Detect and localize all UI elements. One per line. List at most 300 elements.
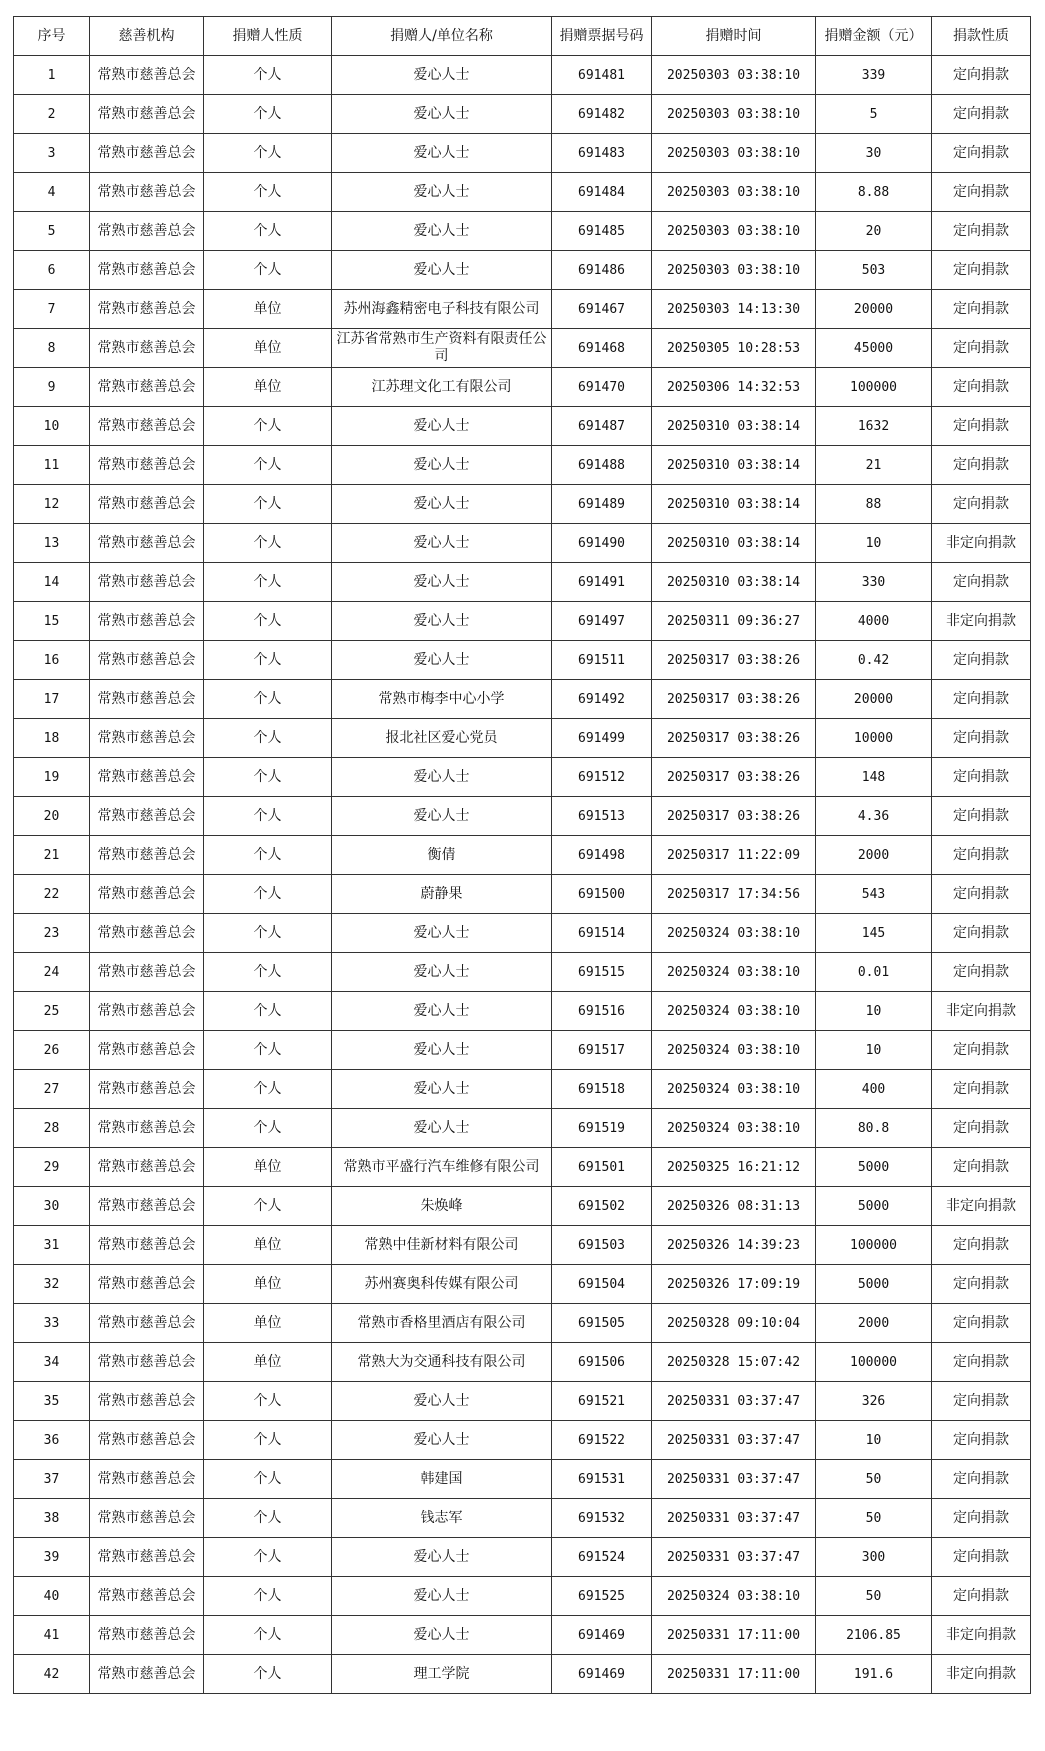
cell-amount: 10 [816,992,932,1031]
cell-donation-time: 20250317 17:34:56 [652,875,816,914]
cell-donor-name: 爱心人士 [332,212,552,251]
table-row [14,173,1031,212]
cell-receipt-number: 691524 [552,1538,652,1577]
cell-donor-type: 单位 [204,1265,332,1304]
cell-donation-time: 20250317 03:38:26 [652,758,816,797]
cell-receipt-number: 691521 [552,1382,652,1421]
cell-charity: 常熟市慈善总会 [90,563,204,602]
cell-receipt-number: 691467 [552,290,652,329]
cell-donor-name: 爱心人士 [332,602,552,641]
cell-donation-time: 20250310 03:38:14 [652,563,816,602]
cell-index: 7 [14,290,90,329]
cell-donation-time: 20250328 15:07:42 [652,1343,816,1382]
cell-receipt-number: 691512 [552,758,652,797]
cell-donation-kind: 定向捐款 [932,407,1031,446]
cell-amount: 0.42 [816,641,932,680]
cell-donor-type: 个人 [204,797,332,836]
cell-index: 41 [14,1616,90,1655]
cell-donation-kind: 定向捐款 [932,134,1031,173]
table-row [14,719,1031,758]
table-row [14,1538,1031,1577]
header-donation-kind: 捐款性质 [932,17,1031,56]
cell-donation-kind: 定向捐款 [932,368,1031,407]
cell-donation-time: 20250331 17:11:00 [652,1655,816,1694]
cell-index: 36 [14,1421,90,1460]
cell-donation-time: 20250310 03:38:14 [652,485,816,524]
cell-index: 12 [14,485,90,524]
cell-charity: 常熟市慈善总会 [90,1655,204,1694]
cell-donation-kind: 定向捐款 [932,290,1031,329]
cell-index: 21 [14,836,90,875]
cell-donor-name: 苏州海鑫精密电子科技有限公司 [332,290,552,329]
cell-donation-kind: 定向捐款 [932,953,1031,992]
table-row [14,329,1031,368]
cell-amount: 20 [816,212,932,251]
cell-receipt-number: 691492 [552,680,652,719]
cell-index: 22 [14,875,90,914]
table-row [14,251,1031,290]
cell-receipt-number: 691514 [552,914,652,953]
cell-amount: 10 [816,1421,932,1460]
cell-donor-type: 个人 [204,212,332,251]
cell-donation-time: 20250328 09:10:04 [652,1304,816,1343]
cell-donation-kind: 定向捐款 [932,797,1031,836]
cell-donor-type: 个人 [204,173,332,212]
cell-charity: 常熟市慈善总会 [90,1226,204,1265]
cell-amount: 300 [816,1538,932,1577]
cell-index: 13 [14,524,90,563]
cell-donation-kind: 定向捐款 [932,875,1031,914]
table-row [14,56,1031,95]
cell-donor-name: 常熟中佳新材料有限公司 [332,1226,552,1265]
cell-donor-name: 江苏理文化工有限公司 [332,368,552,407]
cell-donation-time: 20250303 03:38:10 [652,56,816,95]
cell-amount: 326 [816,1382,932,1421]
cell-index: 23 [14,914,90,953]
cell-receipt-number: 691469 [552,1655,652,1694]
cell-donor-name: 爱心人士 [332,758,552,797]
table-row [14,953,1031,992]
table-row [14,1226,1031,1265]
cell-donor-name: 爱心人士 [332,1031,552,1070]
cell-donation-kind: 定向捐款 [932,836,1031,875]
cell-charity: 常熟市慈善总会 [90,173,204,212]
cell-charity: 常熟市慈善总会 [90,1031,204,1070]
cell-donor-name: 韩建国 [332,1460,552,1499]
cell-amount: 5000 [816,1265,932,1304]
cell-amount: 148 [816,758,932,797]
cell-amount: 80.8 [816,1109,932,1148]
cell-charity: 常熟市慈善总会 [90,368,204,407]
cell-donor-name: 常熟市平盛行汽车维修有限公司 [332,1148,552,1187]
cell-donor-type: 个人 [204,524,332,563]
cell-donation-time: 20250317 11:22:09 [652,836,816,875]
cell-receipt-number: 691515 [552,953,652,992]
cell-receipt-number: 691484 [552,173,652,212]
cell-donation-time: 20250310 03:38:14 [652,407,816,446]
table-row [14,368,1031,407]
cell-donation-time: 20250324 03:38:10 [652,914,816,953]
cell-index: 19 [14,758,90,797]
cell-donation-kind: 定向捐款 [932,446,1031,485]
cell-donation-kind: 定向捐款 [932,173,1031,212]
table-row [14,914,1031,953]
cell-donation-time: 20250303 03:38:10 [652,134,816,173]
cell-donor-type: 个人 [204,1460,332,1499]
cell-donor-name: 爱心人士 [332,173,552,212]
table-row [14,1499,1031,1538]
header-charity: 慈善机构 [90,17,204,56]
cell-index: 27 [14,1070,90,1109]
cell-donation-time: 20250331 03:37:47 [652,1421,816,1460]
cell-donation-kind: 定向捐款 [932,1421,1031,1460]
cell-index: 18 [14,719,90,758]
cell-receipt-number: 691511 [552,641,652,680]
cell-receipt-number: 691490 [552,524,652,563]
table-row [14,485,1031,524]
table-row [14,524,1031,563]
cell-index: 30 [14,1187,90,1226]
table-row [14,1070,1031,1109]
cell-donor-type: 个人 [204,1070,332,1109]
cell-donation-kind: 非定向捐款 [932,1616,1031,1655]
table-row [14,407,1031,446]
table-row [14,1109,1031,1148]
cell-donation-time: 20250317 03:38:26 [652,719,816,758]
cell-donor-type: 个人 [204,1577,332,1616]
cell-donor-name: 爱心人士 [332,1109,552,1148]
cell-amount: 2000 [816,1304,932,1343]
table-row [14,134,1031,173]
table-row [14,1304,1031,1343]
cell-amount: 400 [816,1070,932,1109]
cell-donation-time: 20250303 14:13:30 [652,290,816,329]
cell-receipt-number: 691517 [552,1031,652,1070]
table-row [14,1382,1031,1421]
cell-donor-name: 爱心人士 [332,407,552,446]
cell-amount: 88 [816,485,932,524]
cell-charity: 常熟市慈善总会 [90,1070,204,1109]
cell-donor-name: 苏州赛奥科传媒有限公司 [332,1265,552,1304]
cell-receipt-number: 691498 [552,836,652,875]
cell-index: 10 [14,407,90,446]
cell-donor-type: 个人 [204,446,332,485]
cell-donor-type: 个人 [204,992,332,1031]
cell-charity: 常熟市慈善总会 [90,1421,204,1460]
cell-amount: 50 [816,1460,932,1499]
cell-receipt-number: 691516 [552,992,652,1031]
cell-donation-kind: 定向捐款 [932,1538,1031,1577]
cell-amount: 10 [816,1031,932,1070]
cell-donation-time: 20250305 10:28:53 [652,329,816,368]
cell-donation-time: 20250311 09:36:27 [652,602,816,641]
cell-donation-time: 20250303 03:38:10 [652,173,816,212]
table-row [14,680,1031,719]
cell-donation-time: 20250324 03:38:10 [652,1577,816,1616]
cell-charity: 常熟市慈善总会 [90,524,204,563]
cell-amount: 100000 [816,1343,932,1382]
cell-amount: 191.6 [816,1655,932,1694]
cell-donor-name: 常熟大为交通科技有限公司 [332,1343,552,1382]
cell-donation-kind: 定向捐款 [932,1499,1031,1538]
cell-index: 14 [14,563,90,602]
cell-donor-type: 个人 [204,953,332,992]
cell-donation-kind: 非定向捐款 [932,524,1031,563]
cell-amount: 100000 [816,368,932,407]
cell-donation-time: 20250324 03:38:10 [652,1031,816,1070]
cell-donor-name: 衡倩 [332,836,552,875]
cell-amount: 1632 [816,407,932,446]
cell-charity: 常熟市慈善总会 [90,56,204,95]
cell-charity: 常熟市慈善总会 [90,1577,204,1616]
cell-donor-type: 个人 [204,1187,332,1226]
table-row [14,446,1031,485]
cell-index: 24 [14,953,90,992]
cell-charity: 常熟市慈善总会 [90,1343,204,1382]
cell-donation-kind: 定向捐款 [932,1109,1031,1148]
cell-charity: 常熟市慈善总会 [90,1616,204,1655]
cell-donor-name: 爱心人士 [332,1382,552,1421]
cell-donation-time: 20250310 03:38:14 [652,524,816,563]
cell-donation-time: 20250325 16:21:12 [652,1148,816,1187]
cell-receipt-number: 691519 [552,1109,652,1148]
cell-charity: 常熟市慈善总会 [90,1538,204,1577]
cell-amount: 5000 [816,1148,932,1187]
cell-amount: 45000 [816,329,932,368]
cell-receipt-number: 691470 [552,368,652,407]
header-row [14,17,1031,56]
cell-index: 17 [14,680,90,719]
cell-index: 3 [14,134,90,173]
cell-receipt-number: 691503 [552,1226,652,1265]
cell-amount: 4.36 [816,797,932,836]
cell-donation-kind: 定向捐款 [932,1265,1031,1304]
cell-index: 32 [14,1265,90,1304]
cell-donor-type: 个人 [204,563,332,602]
cell-amount: 100000 [816,1226,932,1265]
cell-donor-type: 单位 [204,1343,332,1382]
cell-receipt-number: 691485 [552,212,652,251]
table-row [14,758,1031,797]
cell-donor-type: 个人 [204,836,332,875]
header-donor-name: 捐赠人/单位名称 [332,17,552,56]
table-row [14,1460,1031,1499]
cell-amount: 8.88 [816,173,932,212]
cell-charity: 常熟市慈善总会 [90,758,204,797]
cell-donor-name: 爱心人士 [332,251,552,290]
cell-index: 8 [14,329,90,368]
cell-charity: 常熟市慈善总会 [90,1265,204,1304]
cell-index: 38 [14,1499,90,1538]
header-amount: 捐赠金额（元） [816,17,932,56]
cell-amount: 4000 [816,602,932,641]
cell-donor-name: 爱心人士 [332,641,552,680]
table-row [14,563,1031,602]
cell-donor-name: 爱心人士 [332,485,552,524]
cell-receipt-number: 691502 [552,1187,652,1226]
cell-amount: 30 [816,134,932,173]
cell-amount: 5 [816,95,932,134]
cell-donation-time: 20250324 03:38:10 [652,992,816,1031]
cell-index: 35 [14,1382,90,1421]
cell-receipt-number: 691482 [552,95,652,134]
cell-charity: 常熟市慈善总会 [90,1187,204,1226]
cell-receipt-number: 691522 [552,1421,652,1460]
cell-donor-name: 蔚静果 [332,875,552,914]
cell-index: 15 [14,602,90,641]
table-row [14,875,1031,914]
cell-charity: 常熟市慈善总会 [90,251,204,290]
header-donor-type: 捐赠人性质 [204,17,332,56]
table-row [14,1031,1031,1070]
cell-donor-type: 个人 [204,758,332,797]
cell-donor-name: 爱心人士 [332,1538,552,1577]
cell-donation-time: 20250303 03:38:10 [652,212,816,251]
cell-amount: 20000 [816,290,932,329]
cell-donation-kind: 非定向捐款 [932,1187,1031,1226]
cell-index: 37 [14,1460,90,1499]
cell-donor-type: 单位 [204,290,332,329]
cell-donation-time: 20250331 03:37:47 [652,1382,816,1421]
cell-donor-type: 个人 [204,680,332,719]
cell-donor-name: 爱心人士 [332,1577,552,1616]
cell-donation-kind: 定向捐款 [932,1304,1031,1343]
cell-index: 6 [14,251,90,290]
cell-donation-kind: 定向捐款 [932,1460,1031,1499]
cell-charity: 常熟市慈善总会 [90,1460,204,1499]
cell-charity: 常熟市慈善总会 [90,485,204,524]
cell-donation-time: 20250326 14:39:23 [652,1226,816,1265]
table-row [14,290,1031,329]
cell-donation-time: 20250317 03:38:26 [652,680,816,719]
cell-donor-name: 朱焕峰 [332,1187,552,1226]
cell-donor-type: 个人 [204,1655,332,1694]
cell-donor-type: 个人 [204,95,332,134]
cell-donor-type: 个人 [204,1616,332,1655]
table-row [14,1577,1031,1616]
cell-donation-kind: 定向捐款 [932,485,1031,524]
cell-donation-kind: 定向捐款 [932,212,1031,251]
cell-donor-type: 单位 [204,1148,332,1187]
table-row [14,212,1031,251]
cell-donation-kind: 定向捐款 [932,563,1031,602]
table-body [14,56,1031,1694]
cell-charity: 常熟市慈善总会 [90,1109,204,1148]
cell-donation-time: 20250331 03:37:47 [652,1538,816,1577]
cell-charity: 常熟市慈善总会 [90,914,204,953]
cell-donation-kind: 定向捐款 [932,95,1031,134]
cell-receipt-number: 691500 [552,875,652,914]
cell-donation-kind: 定向捐款 [932,1577,1031,1616]
cell-amount: 50 [816,1577,932,1616]
table-row [14,1343,1031,1382]
cell-receipt-number: 691518 [552,1070,652,1109]
cell-charity: 常熟市慈善总会 [90,95,204,134]
cell-amount: 503 [816,251,932,290]
cell-donor-name: 爱心人士 [332,95,552,134]
cell-donation-time: 20250306 14:32:53 [652,368,816,407]
cell-donor-type: 个人 [204,1538,332,1577]
cell-index: 20 [14,797,90,836]
cell-donation-time: 20250310 03:38:14 [652,446,816,485]
cell-receipt-number: 691531 [552,1460,652,1499]
cell-donation-time: 20250317 03:38:26 [652,797,816,836]
cell-donor-type: 单位 [204,329,332,368]
table-row [14,95,1031,134]
cell-receipt-number: 691489 [552,485,652,524]
cell-amount: 20000 [816,680,932,719]
cell-charity: 常熟市慈善总会 [90,290,204,329]
cell-donor-type: 个人 [204,914,332,953]
cell-receipt-number: 691525 [552,1577,652,1616]
cell-amount: 2106.85 [816,1616,932,1655]
cell-charity: 常熟市慈善总会 [90,836,204,875]
cell-amount: 339 [816,56,932,95]
cell-charity: 常熟市慈善总会 [90,407,204,446]
cell-receipt-number: 691481 [552,56,652,95]
cell-donor-type: 个人 [204,1499,332,1538]
cell-index: 40 [14,1577,90,1616]
cell-index: 33 [14,1304,90,1343]
table-row [14,836,1031,875]
cell-amount: 0.01 [816,953,932,992]
cell-charity: 常熟市慈善总会 [90,1499,204,1538]
cell-donor-name: 爱心人士 [332,446,552,485]
cell-index: 4 [14,173,90,212]
cell-donation-time: 20250326 17:09:19 [652,1265,816,1304]
cell-donor-type: 单位 [204,368,332,407]
cell-index: 25 [14,992,90,1031]
cell-charity: 常熟市慈善总会 [90,992,204,1031]
cell-donation-kind: 定向捐款 [932,56,1031,95]
cell-donation-kind: 定向捐款 [932,1070,1031,1109]
cell-charity: 常熟市慈善总会 [90,875,204,914]
cell-donation-kind: 定向捐款 [932,1148,1031,1187]
cell-charity: 常熟市慈善总会 [90,602,204,641]
cell-index: 29 [14,1148,90,1187]
cell-donation-kind: 定向捐款 [932,914,1031,953]
cell-receipt-number: 691468 [552,329,652,368]
cell-index: 42 [14,1655,90,1694]
cell-charity: 常熟市慈善总会 [90,953,204,992]
cell-charity: 常熟市慈善总会 [90,212,204,251]
cell-charity: 常熟市慈善总会 [90,1382,204,1421]
cell-receipt-number: 691506 [552,1343,652,1382]
cell-donation-kind: 定向捐款 [932,1226,1031,1265]
table-row [14,641,1031,680]
cell-donor-name: 爱心人士 [332,797,552,836]
cell-index: 1 [14,56,90,95]
table-row [14,1265,1031,1304]
cell-donation-kind: 定向捐款 [932,719,1031,758]
table-row [14,1655,1031,1694]
cell-donation-time: 20250303 03:38:10 [652,95,816,134]
cell-donor-type: 个人 [204,719,332,758]
cell-index: 2 [14,95,90,134]
cell-donor-name: 爱心人士 [332,56,552,95]
cell-receipt-number: 691487 [552,407,652,446]
cell-index: 11 [14,446,90,485]
cell-donation-kind: 定向捐款 [932,1031,1031,1070]
cell-amount: 21 [816,446,932,485]
cell-donor-type: 个人 [204,251,332,290]
cell-donation-kind: 定向捐款 [932,1343,1031,1382]
cell-amount: 2000 [816,836,932,875]
cell-receipt-number: 691513 [552,797,652,836]
cell-donor-type: 个人 [204,1109,332,1148]
cell-donor-name: 爱心人士 [332,524,552,563]
cell-donation-time: 20250326 08:31:13 [652,1187,816,1226]
